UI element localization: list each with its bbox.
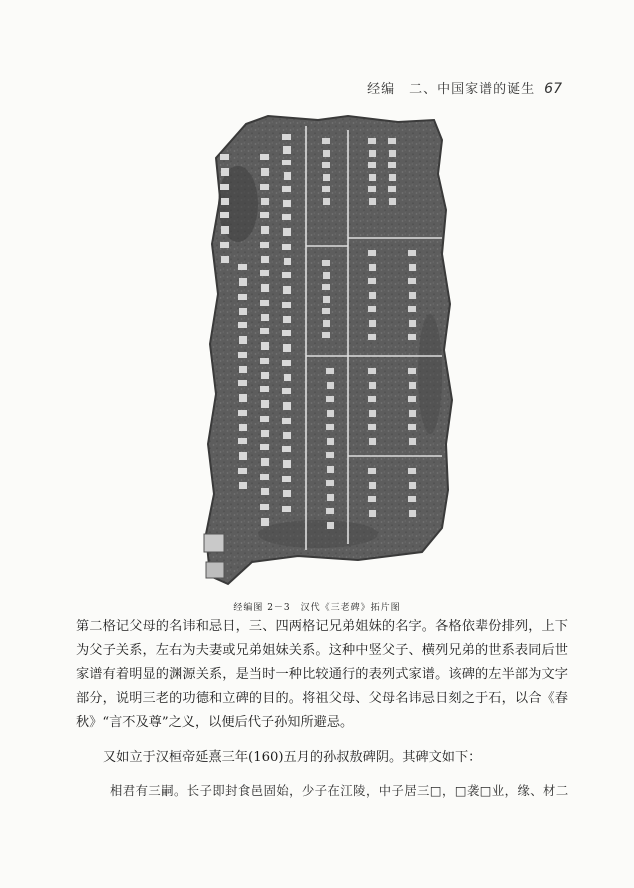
page-number: 67 — [544, 81, 562, 97]
body-paragraph: 又如立于汉桓帝延熹三年(160)五月的孙叔敖碑阴。其碑文如下： — [103, 750, 482, 765]
body-paragraph: 第二格记父母的名讳和忌日，三、四两格记兄弟姐妹的名字。各格依辈份排列，上下为父子关系，左右为夫妻或兄弟姐妹关系。这种中竖父子、横列兄弟的世系表同后世家谱有着明显的渊源关系，是当时一种比较通行的表列式家谱。该碑的左半部为文字部分，说明三老的功德和立碑的目的。将祖父母、父母名讳忌日刻之于石，以合《春秋》“言不及尊”之义，以便后代子孙知所避忌。 — [76, 619, 568, 730]
figure-caption: 经编图 2－3 汉代《三老碑》拓片图 — [233, 603, 401, 613]
running-header — [367, 78, 562, 97]
quoted-inscription: 相君有三嗣。长子即封食邑固始，少子在江陵，中子居三□，□袭□业，缘、材二 — [110, 784, 569, 798]
stele-rubbing-image — [198, 114, 456, 592]
section-title: 经编 二、中国家谱的诞生 — [367, 82, 536, 97]
seal-stamp — [206, 562, 224, 578]
seal-stamp — [204, 534, 224, 552]
